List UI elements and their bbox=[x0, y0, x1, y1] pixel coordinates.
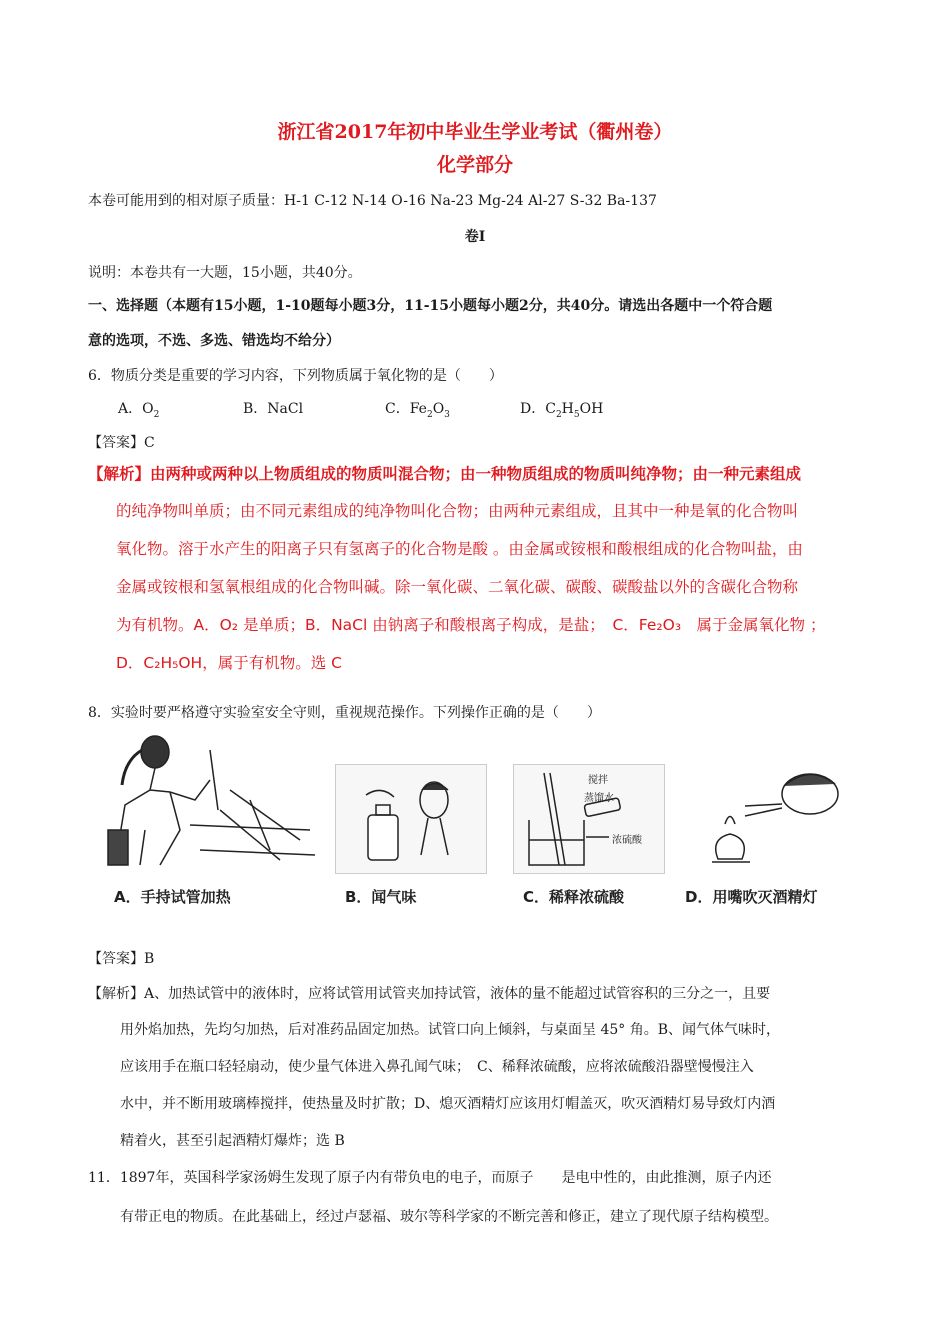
figure-b-caption: B．闻气味 bbox=[345, 888, 417, 906]
q6-option-d: D．$C_2H_5OH$ bbox=[520, 401, 604, 420]
q8-analysis-line: 精着火，甚至引起酒精灯爆炸；选 B bbox=[120, 1133, 345, 1149]
q8-analysis-line: 用外焰加热，先均匀加热，后对准药品固定加热。试管口向上倾斜，与桌面呈 45° 角。B、闻气体气味时， bbox=[120, 1022, 781, 1038]
q11-stem-line: 11．1897年，英国科学家汤姆生发现了原子内有带负电的电子，而原子 是电中性的，由此推测，原子内还 bbox=[88, 1170, 772, 1186]
q6-option-a: A．$O_2$ bbox=[118, 401, 160, 420]
figure-b-smelling-gas bbox=[335, 764, 487, 874]
q6-analysis-line: 【解析】由两种或两种以上物质组成的物质叫混合物；由一种物质组成的物质叫纯净物；由一种元素组成 bbox=[88, 465, 802, 483]
section-heading-line2: 意的选项，不选、多选、错选均不给分） bbox=[88, 333, 340, 349]
figure-d-blowing-lamp bbox=[700, 764, 850, 872]
q8-analysis-line: 水中，并不断用玻璃棒搅拌，使热量及时扩散；D、熄灭酒精灯应该用灯帽盖灭，吹灭酒精灯易导致灯内酒 bbox=[120, 1096, 776, 1112]
figure-a-heating-test-tube bbox=[100, 730, 320, 870]
label-stir: 搅拌 bbox=[588, 775, 608, 786]
q6-answer: 【答案】C bbox=[88, 435, 155, 451]
label-distilled-water: 蒸馏水 bbox=[584, 793, 614, 804]
section-heading-line1: 一、选择题（本题有15小题，1-10题每小题3分，11-15小题每小题2分，共40分。请选出各题中一个符合题 bbox=[88, 298, 773, 314]
label-concentrated-acid: 浓硫酸 bbox=[612, 835, 642, 846]
q8-analysis-line: 应该用手在瓶口轻轻扇动，使少量气体进入鼻孔闻气味； C、稀释浓硫酸，应将浓硫酸沿器壁慢慢注入 bbox=[120, 1059, 754, 1075]
q6-analysis-line: 金属或铵根和氢氧根组成的化合物叫碱。除一氧化碳、二氧化碳、碳酸、碳酸盐以外的含碳化合物称 bbox=[116, 578, 799, 596]
volume-label: 卷Ⅰ bbox=[464, 229, 486, 245]
q6-analysis-line: D．C₂H₅OH，属于有机物。选 C bbox=[116, 654, 342, 672]
atomic-mass-line: 本卷可能用到的相对原子质量：H-1 C-12 N-14 O-16 Na-23 Mg-24 Al-27 S-32 Ba-137 bbox=[88, 193, 657, 209]
q8-analysis-line: 【解析】A、加热试管中的液体时，应将试管用试管夹加持试管，液体的量不能超过试管容积的三分之一，且要 bbox=[88, 986, 771, 1002]
q6-option-b: B．NaCl bbox=[243, 401, 304, 417]
page-subtitle: 化学部分 bbox=[436, 154, 513, 176]
page-title: 浙江省2017年初中毕业生学业考试（衢州卷） bbox=[277, 121, 673, 143]
figure-a-caption: A．手持试管加热 bbox=[114, 888, 231, 906]
figure-d-caption: D．用嘴吹灭酒精灯 bbox=[685, 888, 818, 906]
figure-c-caption: C．稀释浓硫酸 bbox=[523, 888, 625, 906]
q11-stem-line: 有带正电的物质。在此基础上，经过卢瑟福、玻尔等科学家的不断完善和修正，建立了现代原子结构模型。 bbox=[120, 1209, 778, 1225]
q6-analysis-line: 氧化物。溶于水产生的阳离子只有氢离子的化合物是酸 。由金属或铵根和酸根组成的化合物叫盐，由 bbox=[116, 540, 803, 558]
q6-analysis-line: 为有机物。A．O₂ 是单质；B．NaCl 由钠离子和酸根离子构成，是盐； C．Fe₂O₃ 属于金属氧化物 ； bbox=[116, 616, 826, 634]
q8-stem: 8．实验时要严格遵守实验室安全守则，重视规范操作。下列操作正确的是（ ） bbox=[88, 705, 601, 721]
q6-stem: 6．物质分类是重要的学习内容，下列物质属于氧化物的是（ ） bbox=[88, 368, 503, 384]
figure-c-diluting-acid bbox=[513, 764, 665, 874]
volume-note: 说明：本卷共有一大题，15小题，共40分。 bbox=[88, 265, 362, 281]
q8-answer: 【答案】B bbox=[88, 951, 155, 967]
q6-option-c: C．$Fe_2O_3$ bbox=[385, 401, 450, 420]
q6-analysis-line: 的纯净物叫单质；由不同元素组成的纯净物叫化合物；由两种元素组成，且其中一种是氧的化合物叫 bbox=[116, 502, 799, 520]
